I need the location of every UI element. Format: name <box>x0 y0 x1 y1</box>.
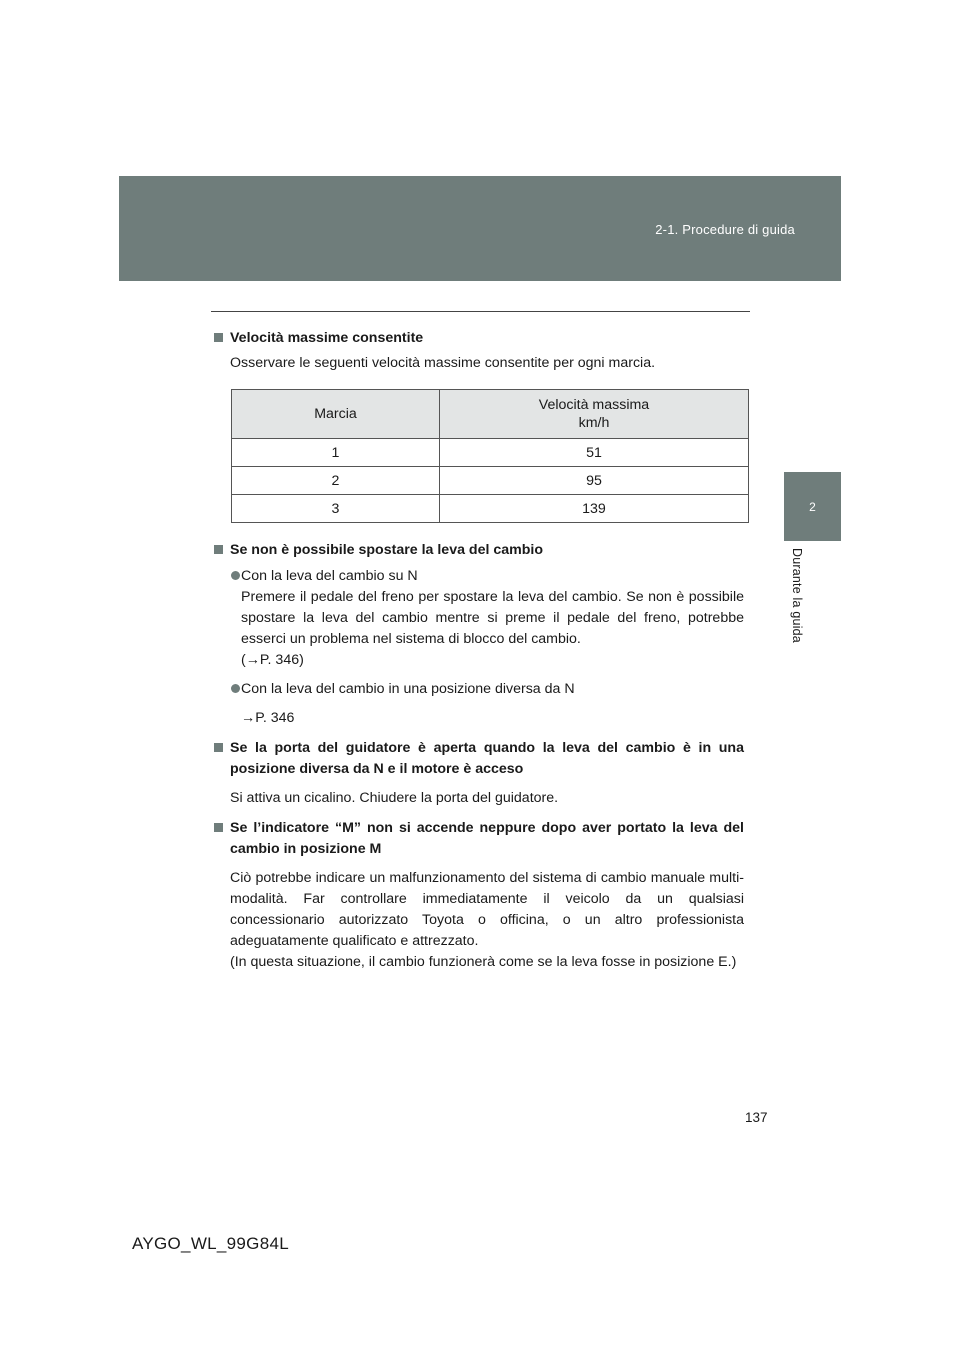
bullet-other: Con la leva del cambio in una posizione diversa da N <box>214 679 744 700</box>
para-velocita: Osservare le seguenti velocità massime consentite per ogni marcia. <box>230 355 656 371</box>
page-number: 137 <box>745 1110 768 1125</box>
square-bullet-icon <box>214 545 223 554</box>
square-bullet-icon <box>214 823 223 832</box>
cell-gear: 1 <box>232 439 440 467</box>
ref-link[interactable]: (→P. 346) <box>241 652 304 668</box>
square-bullet-icon <box>214 743 223 752</box>
table-row <box>232 439 749 467</box>
section-title: 2-1. Procedure di guida <box>655 222 795 237</box>
circle-bullet-icon <box>231 684 240 693</box>
table-row <box>232 467 749 495</box>
chapter-number: 2 <box>809 500 816 514</box>
col-header-gear: Marcia <box>232 390 440 439</box>
bullet-n: Con la leva del cambio su N Premere il pedale del freno per spostare la leva del cambio. Se non è possibile spostare la leva del cambio mentre si preme il pedale del freno, potrebbe esserci un problema nel sistema di blocco del cambio. (→P. 346) <box>214 566 744 671</box>
speed-table <box>231 389 749 523</box>
cell-speed: 51 <box>440 439 749 467</box>
col-header-speed: Velocità massima km/h <box>440 390 749 439</box>
heading-indicatore: Se l’indicatore “M” non si accende neppure dopo aver portato la leva del cambio in posizione M <box>214 818 744 860</box>
header-band <box>119 176 841 281</box>
heading-velocita: Velocità massime consentite <box>214 328 744 349</box>
ref-link[interactable]: →P. 346 <box>241 710 295 726</box>
chapter-tab <box>784 472 841 541</box>
para-indicatore-2: (In questa situazione, il cambio funzionerà come se la leva fosse in posizione E.) <box>230 954 737 970</box>
para-indicatore-1: Ciò potrebbe indicare un malfunzionamento del sistema di cambio manuale multi-modalità. Far controllare immediatamente il veicolo da un qualsiasi concessionario autorizzato Toyota o officina, o un altro professionista adeguatamente qualificato e attrezzato. <box>230 870 744 949</box>
cell-gear: 2 <box>232 467 440 495</box>
cell-speed: 139 <box>440 495 749 523</box>
circle-bullet-icon <box>231 571 240 580</box>
table-header-row <box>232 390 749 439</box>
cell-speed: 95 <box>440 467 749 495</box>
heading-leva: Se non è possibile spostare la leva del cambio <box>214 540 744 561</box>
cell-gear: 3 <box>232 495 440 523</box>
heading-porta: Se la porta del guidatore è aperta quando la leva del cambio è in una posizione diversa da N e il motore è acceso <box>214 738 744 780</box>
table-row <box>232 495 749 523</box>
chapter-label: Durante la guida <box>790 548 804 643</box>
document-code: AYGO_WL_99G84L <box>132 1234 289 1253</box>
square-bullet-icon <box>214 333 223 342</box>
para-porta: Si attiva un cicalino. Chiudere la porta del guidatore. <box>230 790 559 806</box>
top-rule <box>211 311 750 312</box>
